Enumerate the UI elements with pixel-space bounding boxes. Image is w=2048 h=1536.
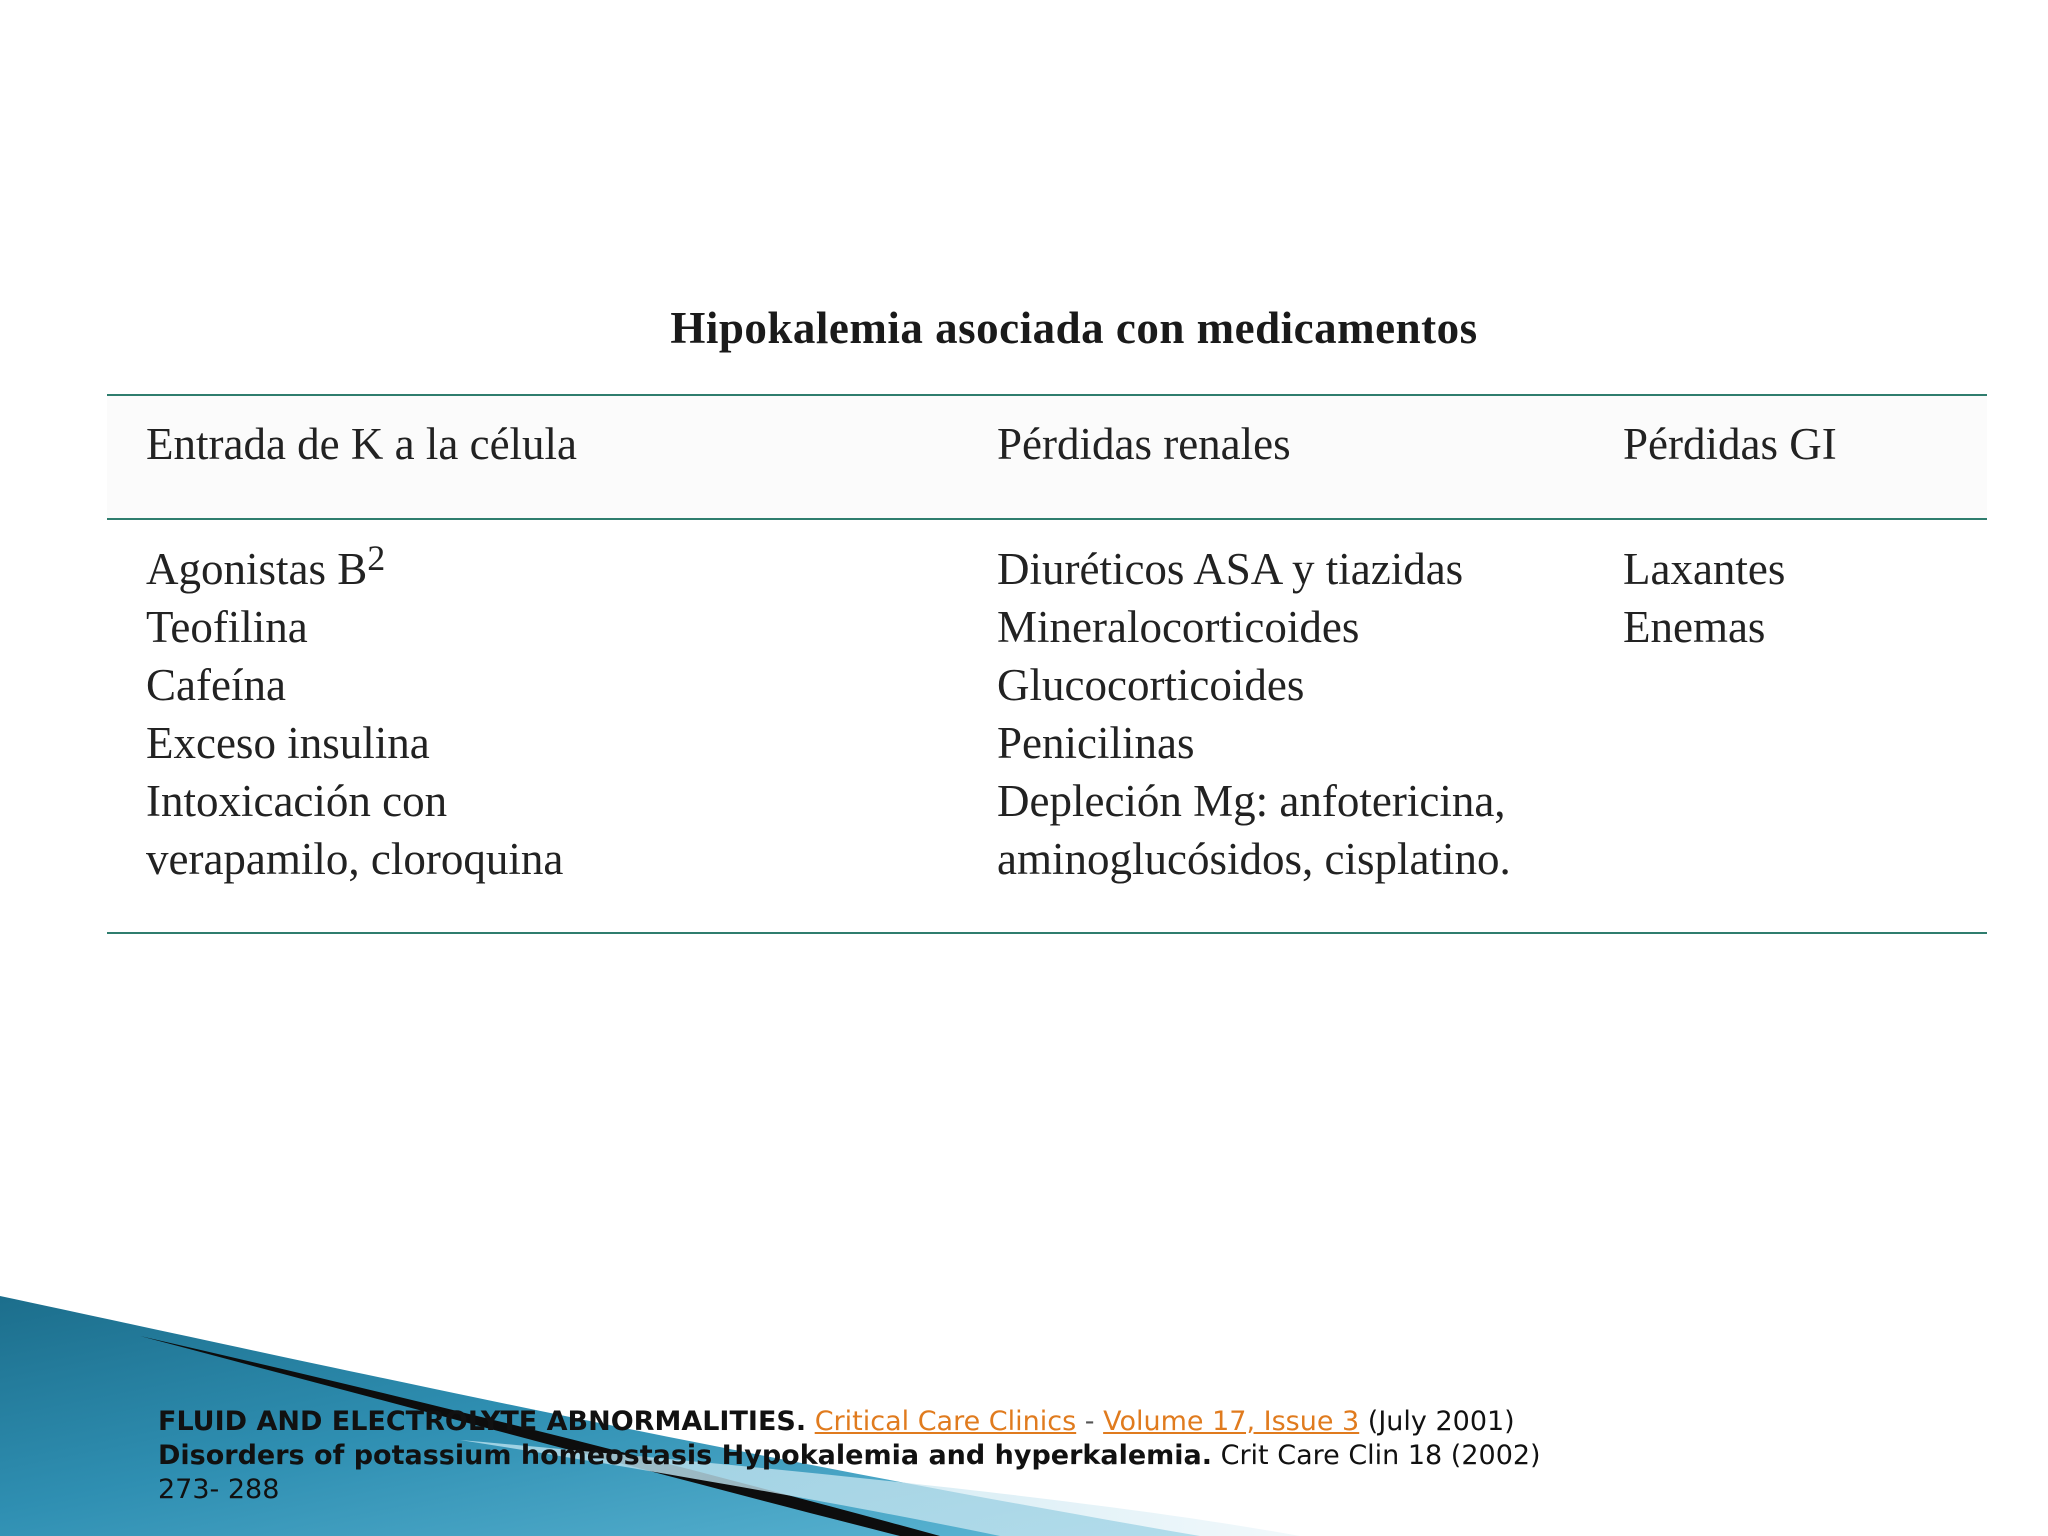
critical-care-clinics-link[interactable]: Critical Care Clinics	[814, 1406, 1077, 1437]
reference-2-title: Disorders of potassium homeostasis Hypokalemia and hyperkalemia.	[158, 1440, 1213, 1471]
list-item: Mineralocorticoides	[997, 602, 1360, 652]
list-item: Glucocorticoides	[997, 660, 1305, 710]
list-item: aminoglucósidos, cisplatino.	[997, 834, 1511, 884]
list-item: Teofilina	[146, 602, 308, 652]
list-item: verapamilo, cloroquina	[146, 834, 564, 884]
column-header-cell-entry: Entrada de K a la célula	[146, 419, 578, 469]
list-item: Exceso insulina	[146, 718, 430, 768]
list-item: Agonistas $B^2$	[146, 538, 386, 594]
list-item: Enemas	[1623, 602, 1766, 652]
reference-separator: -	[1076, 1406, 1104, 1437]
reference-1	[158, 1405, 1541, 1439]
list-item: Cafeína	[146, 660, 286, 710]
list-item: Depleción Mg: anfotericina,	[997, 776, 1506, 826]
volume-issue-link[interactable]: Volume 17, Issue 3	[1103, 1406, 1360, 1437]
reference-2	[158, 1439, 1541, 1473]
list-item: Intoxicación con	[146, 776, 448, 826]
column-header-gi-losses: Pérdidas GI	[1623, 419, 1837, 469]
table-title: Hipokalemia asociada con medicamentos	[670, 303, 1478, 353]
reference-1-date: (July 2001)	[1359, 1406, 1515, 1437]
list-item: Diuréticos ASA y tiazidas	[997, 544, 1464, 594]
column-header-renal-losses: Pérdidas renales	[997, 419, 1291, 469]
reference-2-source: Crit Care Clin 18 (2002)	[1212, 1440, 1541, 1471]
reference-2-pages: 273- 288	[158, 1474, 280, 1505]
references	[158, 1405, 1541, 1507]
reference-1-title: FLUID AND ELECTROLYTE ABNORMALITIES.	[158, 1406, 807, 1437]
list-item: Laxantes	[1623, 544, 1786, 594]
list-item: Penicilinas	[997, 718, 1195, 768]
